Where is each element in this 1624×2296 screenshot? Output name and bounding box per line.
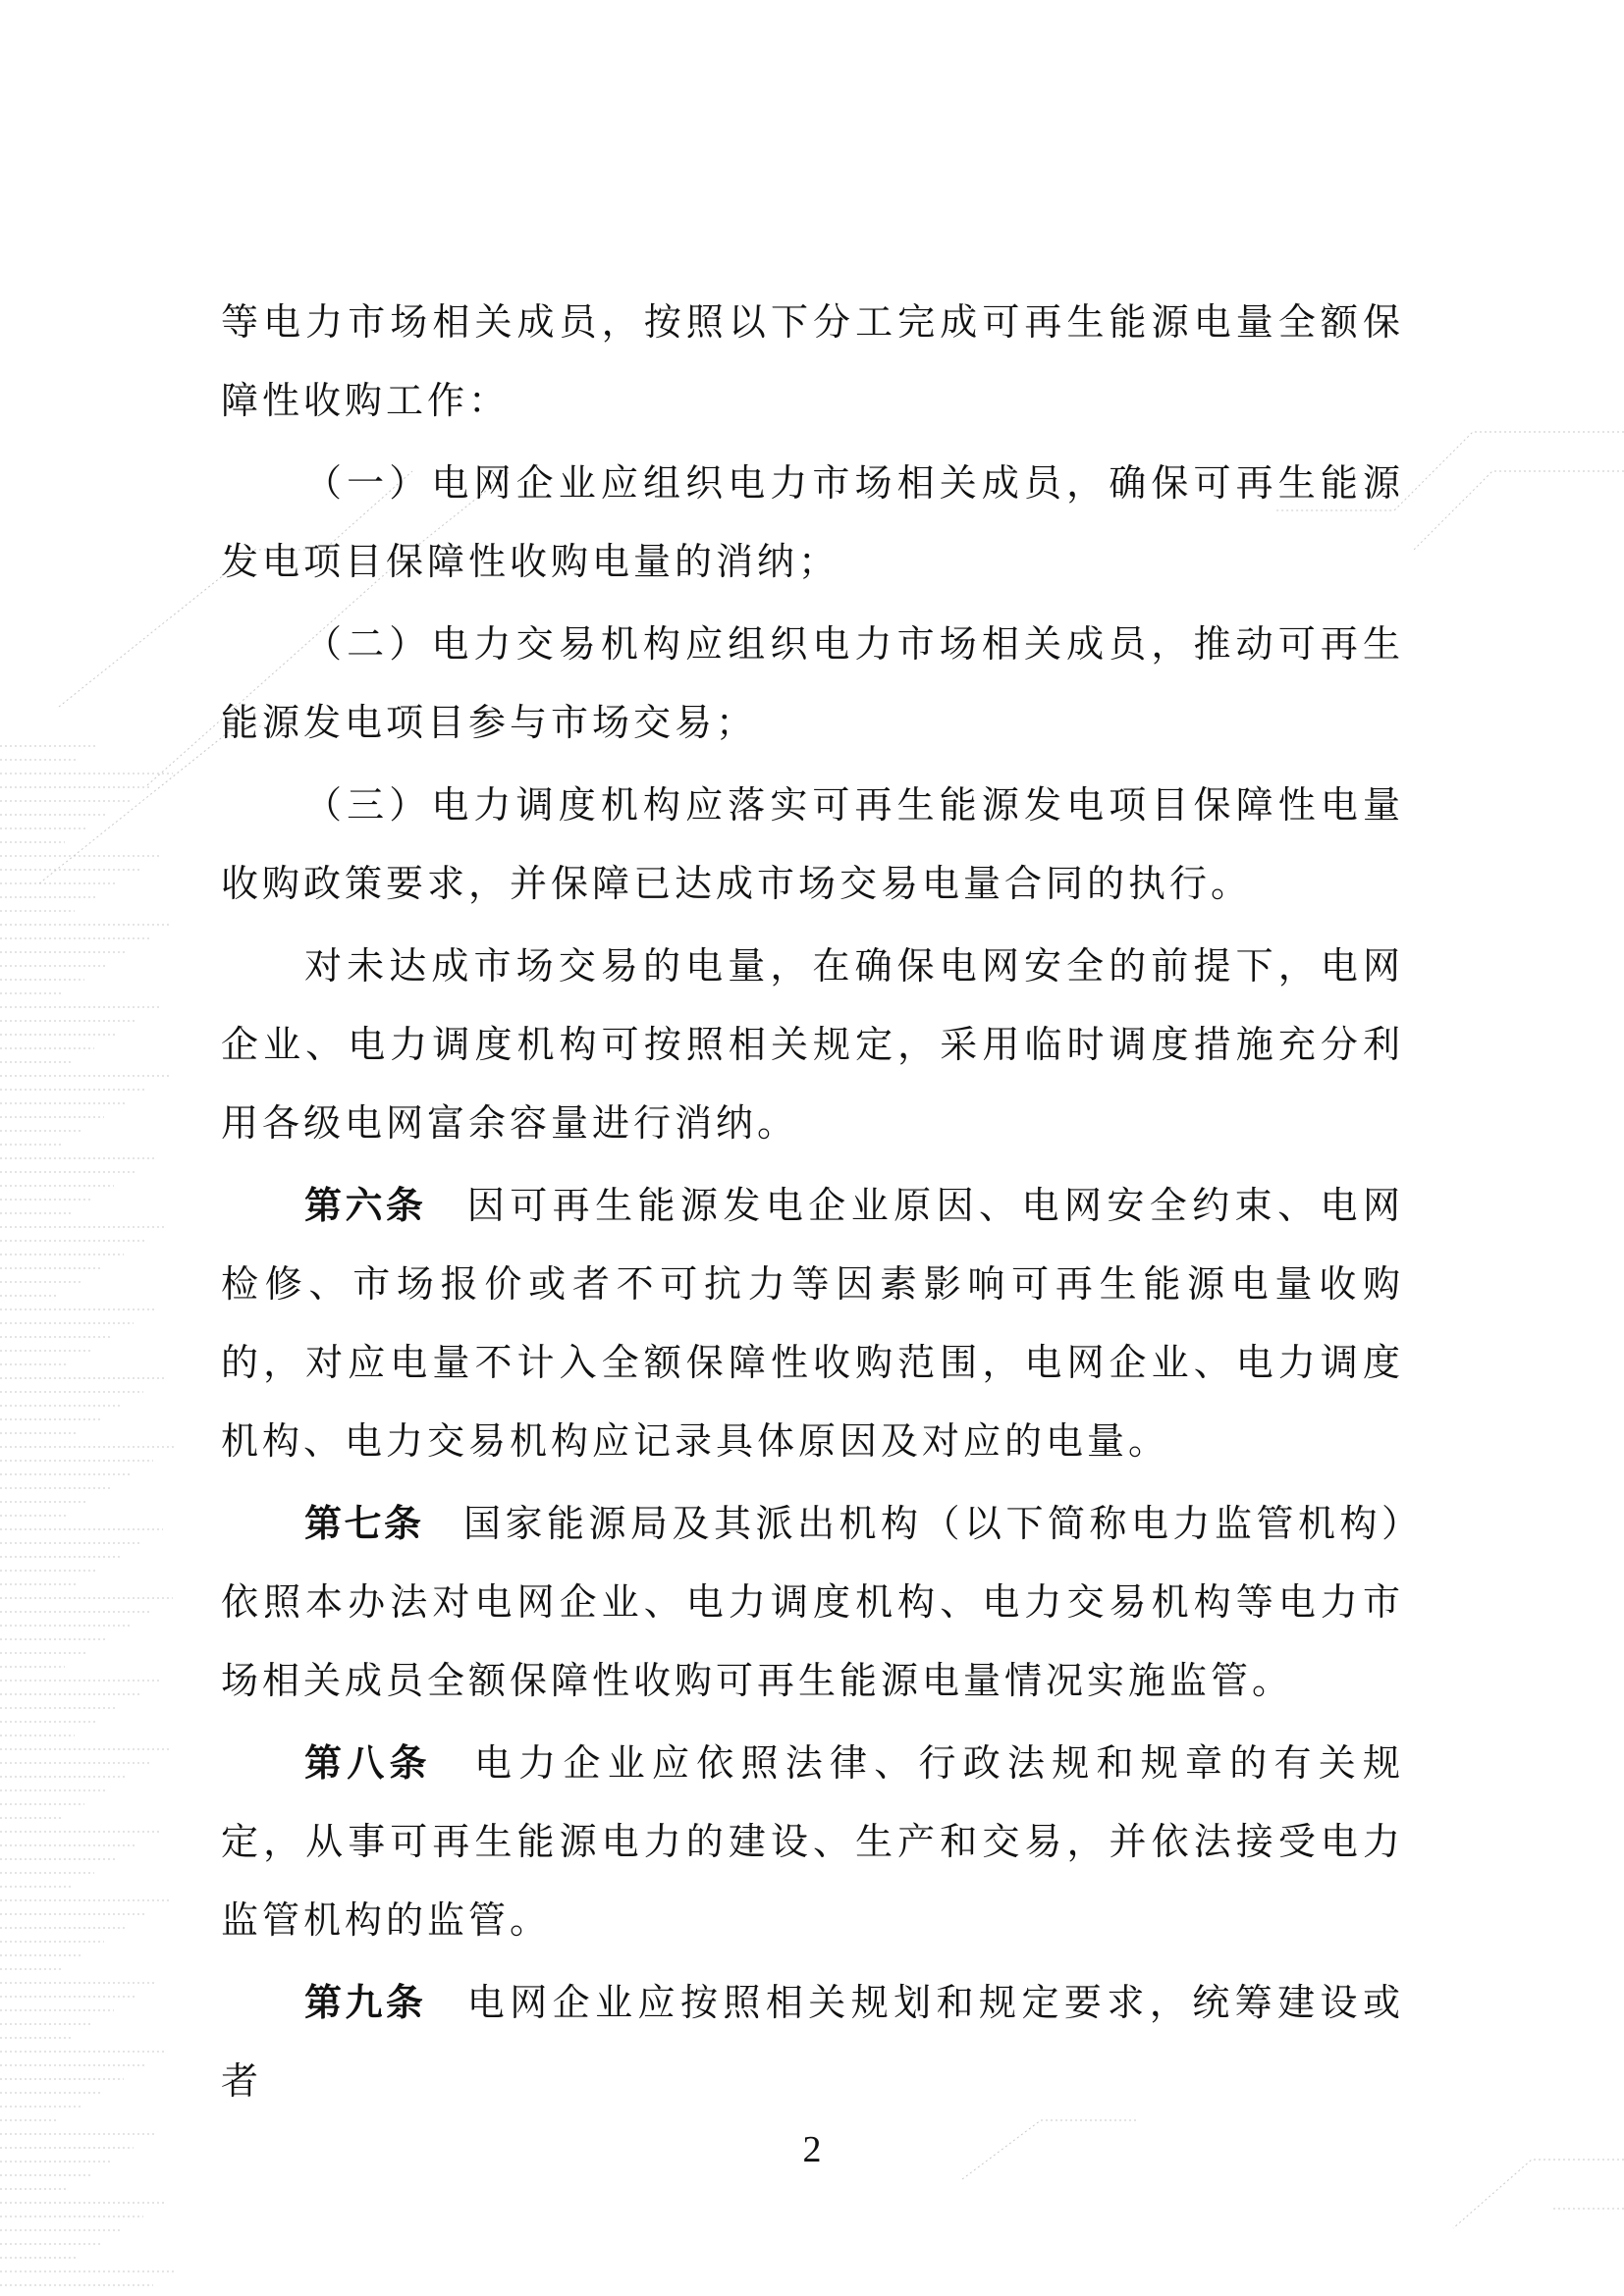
- article-6-text: 因可再生能源发电企业原因、电网安全约束、电网检修、市场报价或者不可抗力等因素影响可再生能源电量收购的，对应电量不计入全额保障性收购范围，电网企业、电力调度机构、电力交易机构应记录具体原因及对应的电量。: [221, 1184, 1404, 1463]
- page-number: 2: [802, 2129, 822, 2170]
- article-7-text: 国家能源局及其派出机构（以下简称电力监管机构）依照本办法对电网企业、电力调度机构、电力交易机构等电力市场相关成员全额保障性收购可再生能源电量情况实施监管。: [221, 1502, 1404, 1702]
- article-8-text: 电力企业应依照法律、行政法规和规章的有关规定，从事可再生能源电力的建设、生产和交易，并依法接受电力监管机构的监管。: [221, 1741, 1404, 1942]
- article-9-label: 第九条: [304, 1981, 427, 2024]
- document-body: [221, 283, 1404, 2120]
- paragraph-item-2: （二）电力交易机构应组织电力市场相关成员，推动可再生能源发电项目参与市场交易；: [221, 622, 1404, 744]
- article-8-label: 第八条: [304, 1741, 432, 1785]
- paragraph-unmatched-electricity: 对未达成市场交易的电量，在确保电网安全的前提下，电网企业、电力调度机构可按照相关规定，采用临时调度措施充分利用各级电网富余容量进行消纳。: [221, 944, 1404, 1145]
- article-6: [221, 1166, 1404, 1480]
- article-7-label: 第七条: [304, 1502, 424, 1545]
- paragraph-item-3: （三）电力调度机构应落实可再生能源发电项目保障性电量收购政策要求，并保障已达成市场交易电量合同的执行。: [221, 783, 1404, 905]
- article-9-text: 电网企业应按照相关规划和规定要求，统筹建设或者: [221, 1981, 1404, 2103]
- article-7: [221, 1484, 1404, 1720]
- paragraph-continuation: 等电力市场相关成员，按照以下分工完成可再生能源电量全额保障性收购工作：: [221, 300, 1404, 422]
- article-8: [221, 1724, 1404, 1959]
- article-6-label: 第六条: [304, 1184, 427, 1227]
- paragraph-item-1: （一）电网企业应组织电力市场相关成员，确保可再生能源发电项目保障性收购电量的消纳；: [221, 461, 1404, 583]
- article-9: [221, 1963, 1404, 2120]
